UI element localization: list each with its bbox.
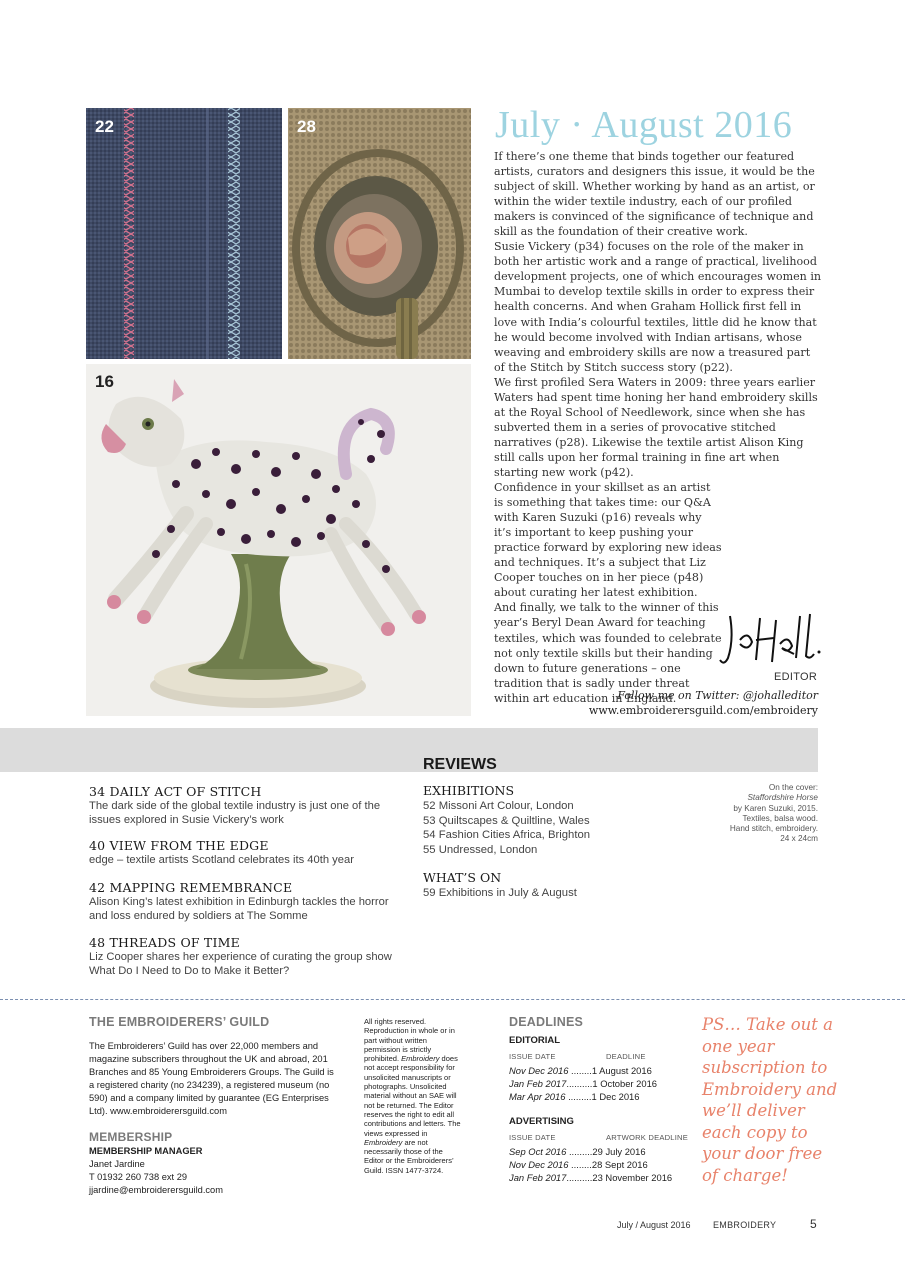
feature-item[interactable]	[89, 838, 399, 868]
feature-desc: Alison King’s latest exhibition in Edinburgh tackles the horror and loss endured by soldiers at The Somme	[89, 896, 389, 922]
cover-line: Hand stitch, embroidery.	[729, 824, 818, 834]
issue-title: July · August 2016	[495, 104, 793, 146]
deadline-date: 28 Sept 2016	[591, 1159, 648, 1170]
photo-staffordshire-horse	[86, 364, 471, 716]
review-item[interactable]: 53 Quiltscapes & Quiltline, Wales	[423, 814, 590, 827]
feature-title: 40 VIEW FROM THE EDGE	[89, 838, 269, 853]
membership-heading: MEMBERSHIP	[89, 1130, 173, 1144]
editor-contact	[560, 688, 818, 718]
feature-title: 42 MAPPING REMEMBRANCE	[89, 880, 293, 895]
membership-role: MEMBERSHIP MANAGER	[89, 1146, 203, 1156]
editorial-deadlines-heading: EDITORIAL	[509, 1035, 561, 1046]
feature-desc: Liz Cooper shares her experience of curating the group show What Do I Need to Do to Make it Better?	[89, 951, 392, 977]
rights-text: All rights reserved. Reproduction in whole or in part without written permission is strictly prohibited.	[364, 1017, 455, 1064]
feature-desc: edge – textile artists Scotland celebrates its 40th year	[89, 854, 354, 866]
deadlines-heading: DEADLINES	[509, 1015, 584, 1029]
membership-phone: T 01932 260 738 ext 29	[89, 1172, 188, 1182]
feature-title: 48 THREADS OF TIME	[89, 935, 240, 950]
leader-dots: ........	[571, 1065, 592, 1076]
col-issue-date: ISSUE DATE	[509, 1052, 556, 1061]
deadline-date: 1 August 2016	[591, 1065, 652, 1076]
advertising-deadlines-heading: ADVERTISING	[509, 1116, 574, 1127]
deadline-row	[509, 1091, 639, 1102]
denim-stitch-art	[86, 108, 282, 359]
deadline-date: 29 July 2016	[592, 1146, 646, 1157]
cover-label: On the cover:	[768, 783, 818, 792]
deadline-row	[509, 1159, 648, 1170]
magazine-name: Embroidery	[364, 1137, 403, 1147]
leader-dots: ..........	[566, 1078, 593, 1089]
cover-line: by Karen Suzuki, 2015.	[733, 803, 818, 813]
deadline-date: 1 Dec 2016	[591, 1091, 640, 1102]
feature-title: 34 DAILY ACT OF STITCH	[89, 784, 262, 799]
issue-date: Jan Feb 2017	[509, 1078, 567, 1089]
reviews-heading: REVIEWS	[423, 756, 497, 773]
feature-desc: The dark side of the global textile industry is just one of the issues explored in Susie Vickery’s work	[89, 800, 381, 826]
leader-dots: ..........	[566, 1172, 593, 1183]
issue-date: Nov Dec 2016	[509, 1065, 569, 1076]
cover-title: Staffordshire Horse	[747, 793, 818, 803]
deadline-row	[509, 1146, 646, 1157]
review-item[interactable]: 54 Fashion Cities Africa, Brighton	[423, 829, 591, 842]
editor-signature	[718, 610, 823, 672]
image-number-28: 28	[297, 117, 316, 136]
footer-magazine: EMBROIDERY	[713, 1220, 777, 1230]
issue-date: Nov Dec 2016	[509, 1159, 569, 1170]
staffordshire-horse-art	[86, 364, 471, 716]
col-issue-date: ISSUE DATE	[509, 1133, 556, 1142]
leader-dots: ........	[571, 1159, 592, 1170]
feature-item[interactable]	[89, 784, 399, 827]
deadline-date: 23 November 2016	[592, 1172, 673, 1183]
feature-item[interactable]	[89, 935, 399, 978]
review-item[interactable]: 52 Missoni Art Colour, London	[423, 800, 574, 812]
reviews-list	[423, 783, 683, 901]
deadline-row	[509, 1078, 657, 1089]
issue-date: Jan Feb 2017	[509, 1172, 567, 1183]
membership-name: Janet Jardine	[89, 1159, 145, 1169]
guild-heading: THE EMBROIDERERS’ GUILD	[89, 1015, 270, 1029]
col-deadline: DEADLINE	[606, 1052, 646, 1061]
cover-line: 24 x 24cm	[780, 834, 818, 844]
page-number: 5	[810, 1217, 817, 1231]
dashed-divider	[0, 999, 905, 1000]
deadline-row	[509, 1065, 652, 1076]
photo-coiled-rope-textile	[288, 108, 471, 359]
cover-caption	[690, 783, 818, 845]
cover-line: Textiles, balsa wood.	[742, 813, 818, 823]
editorial-paragraph: Susie Vickery (p34) focuses on the role of the maker in both her artistic work and a range of practical, livelihood development projects, one of which encourages women in Mumbai to develop textile skills in order to express their health concerns. And when Graham Hollick first fell in love with India’s colourful textiles, little did he know that he would become involved with Indian artisans, whose weaving and embroidery skills are now a treasured part of the Stitch by Stitch success story (p22).	[494, 240, 822, 374]
editor-label: EDITOR	[774, 671, 818, 683]
leader-dots: .........	[568, 1146, 593, 1157]
feature-item[interactable]	[89, 880, 399, 923]
membership-email[interactable]: jjardine@embroiderersguild.com	[89, 1185, 223, 1195]
issue-date: Sep Oct 2016	[509, 1146, 567, 1157]
review-item[interactable]: 59 Exhibitions in July & August	[423, 887, 577, 900]
rights-text: does not accept responsibility for unsolicited manuscripts or photographs. Unsolicited material without an SAE will not be returned. The Editor reserves the right to edit all contributions and letters. The views expressed in	[364, 1054, 461, 1138]
twitter-handle[interactable]: Follow me on Twitter: @johalleditor	[617, 689, 818, 702]
issue-date: Mar Apr 2016	[509, 1091, 566, 1102]
website-link[interactable]: www.embroiderersguild.com/embroidery	[588, 704, 818, 717]
photo-denim-stitch	[86, 108, 282, 359]
contents-band	[0, 728, 818, 772]
editorial-paragraph: If there’s one theme that binds together our featured artists, curators and designers this issue, it would be the subject of skill. Whether working by hand as an artist, or within the wider textile industry, each of our profiled makers is convinced of the significance of technique and skill as the foundation of their creative work.	[494, 150, 815, 239]
magazine-name: Embroidery	[401, 1054, 440, 1064]
membership-details	[89, 1145, 223, 1197]
subscription-promo: PS… Take out a one year subscription to Embroidery and we’ll deliver each copy to your door free of charge!	[702, 1015, 838, 1185]
editorial-paragraph: We first profiled Sera Waters in 2009: three years earlier Waters had spent time honing her hand embroidery skills at the Royal School of Needlework, since when she has subverted them in a series of provocative stitched narratives (p28). Likewise the textile artist Alison King still calls upon her formal training in fine art when starting new work (p42).	[494, 375, 818, 479]
deadline-date: 1 October 2016	[592, 1078, 658, 1089]
footer-issue: July / August 2016	[617, 1220, 691, 1230]
guild-text: The Embroiderers’ Guild has over 22,000 members and magazine subscribers throughout the UK and abroad, 201 Branches and 85 Young Embroiderers Groups. The Guild is a registered charity (no 234239), a registered museum (no 590) and a company limited by guarantee (EG Enterprises Ltd). www.embroiderersguild.com	[89, 1041, 334, 1116]
col-artwork-deadline: ARTWORK DEADLINE	[606, 1133, 688, 1142]
coiled-textile-art	[288, 108, 471, 359]
editorial-paragraph: Confidence in your skillset as an artist is something that takes time: our Q&A with Karen Suzuki (p16) reveals why it’s important to keep pushing your practice forward by exploring new ideas and techniques. It’s a subject that Liz Cooper touches on in her piece (p48) about curating her latest exhibition. And finally, we talk to the winner of this year’s Beryl Dean Award for teaching textiles, which was founded to celebrate not only textile skills but their handing down to future generations – one tradition that is sadly under threat within art education in England.	[494, 481, 722, 705]
review-item[interactable]: 55 Undressed, London	[423, 843, 538, 856]
leader-dots: .........	[568, 1091, 592, 1102]
rights-text: are not necessarily those of the Editor or the Embroiderers’ Guild. ISSN 1477-3724.	[364, 1137, 454, 1175]
image-number-22: 22	[95, 117, 114, 136]
rights-notice	[364, 1017, 464, 1175]
deadline-row	[509, 1172, 672, 1183]
exhibitions-heading: EXHIBITIONS	[423, 783, 515, 798]
whats-on-heading: WHAT’S ON	[423, 870, 502, 886]
image-number-16: 16	[95, 372, 114, 391]
